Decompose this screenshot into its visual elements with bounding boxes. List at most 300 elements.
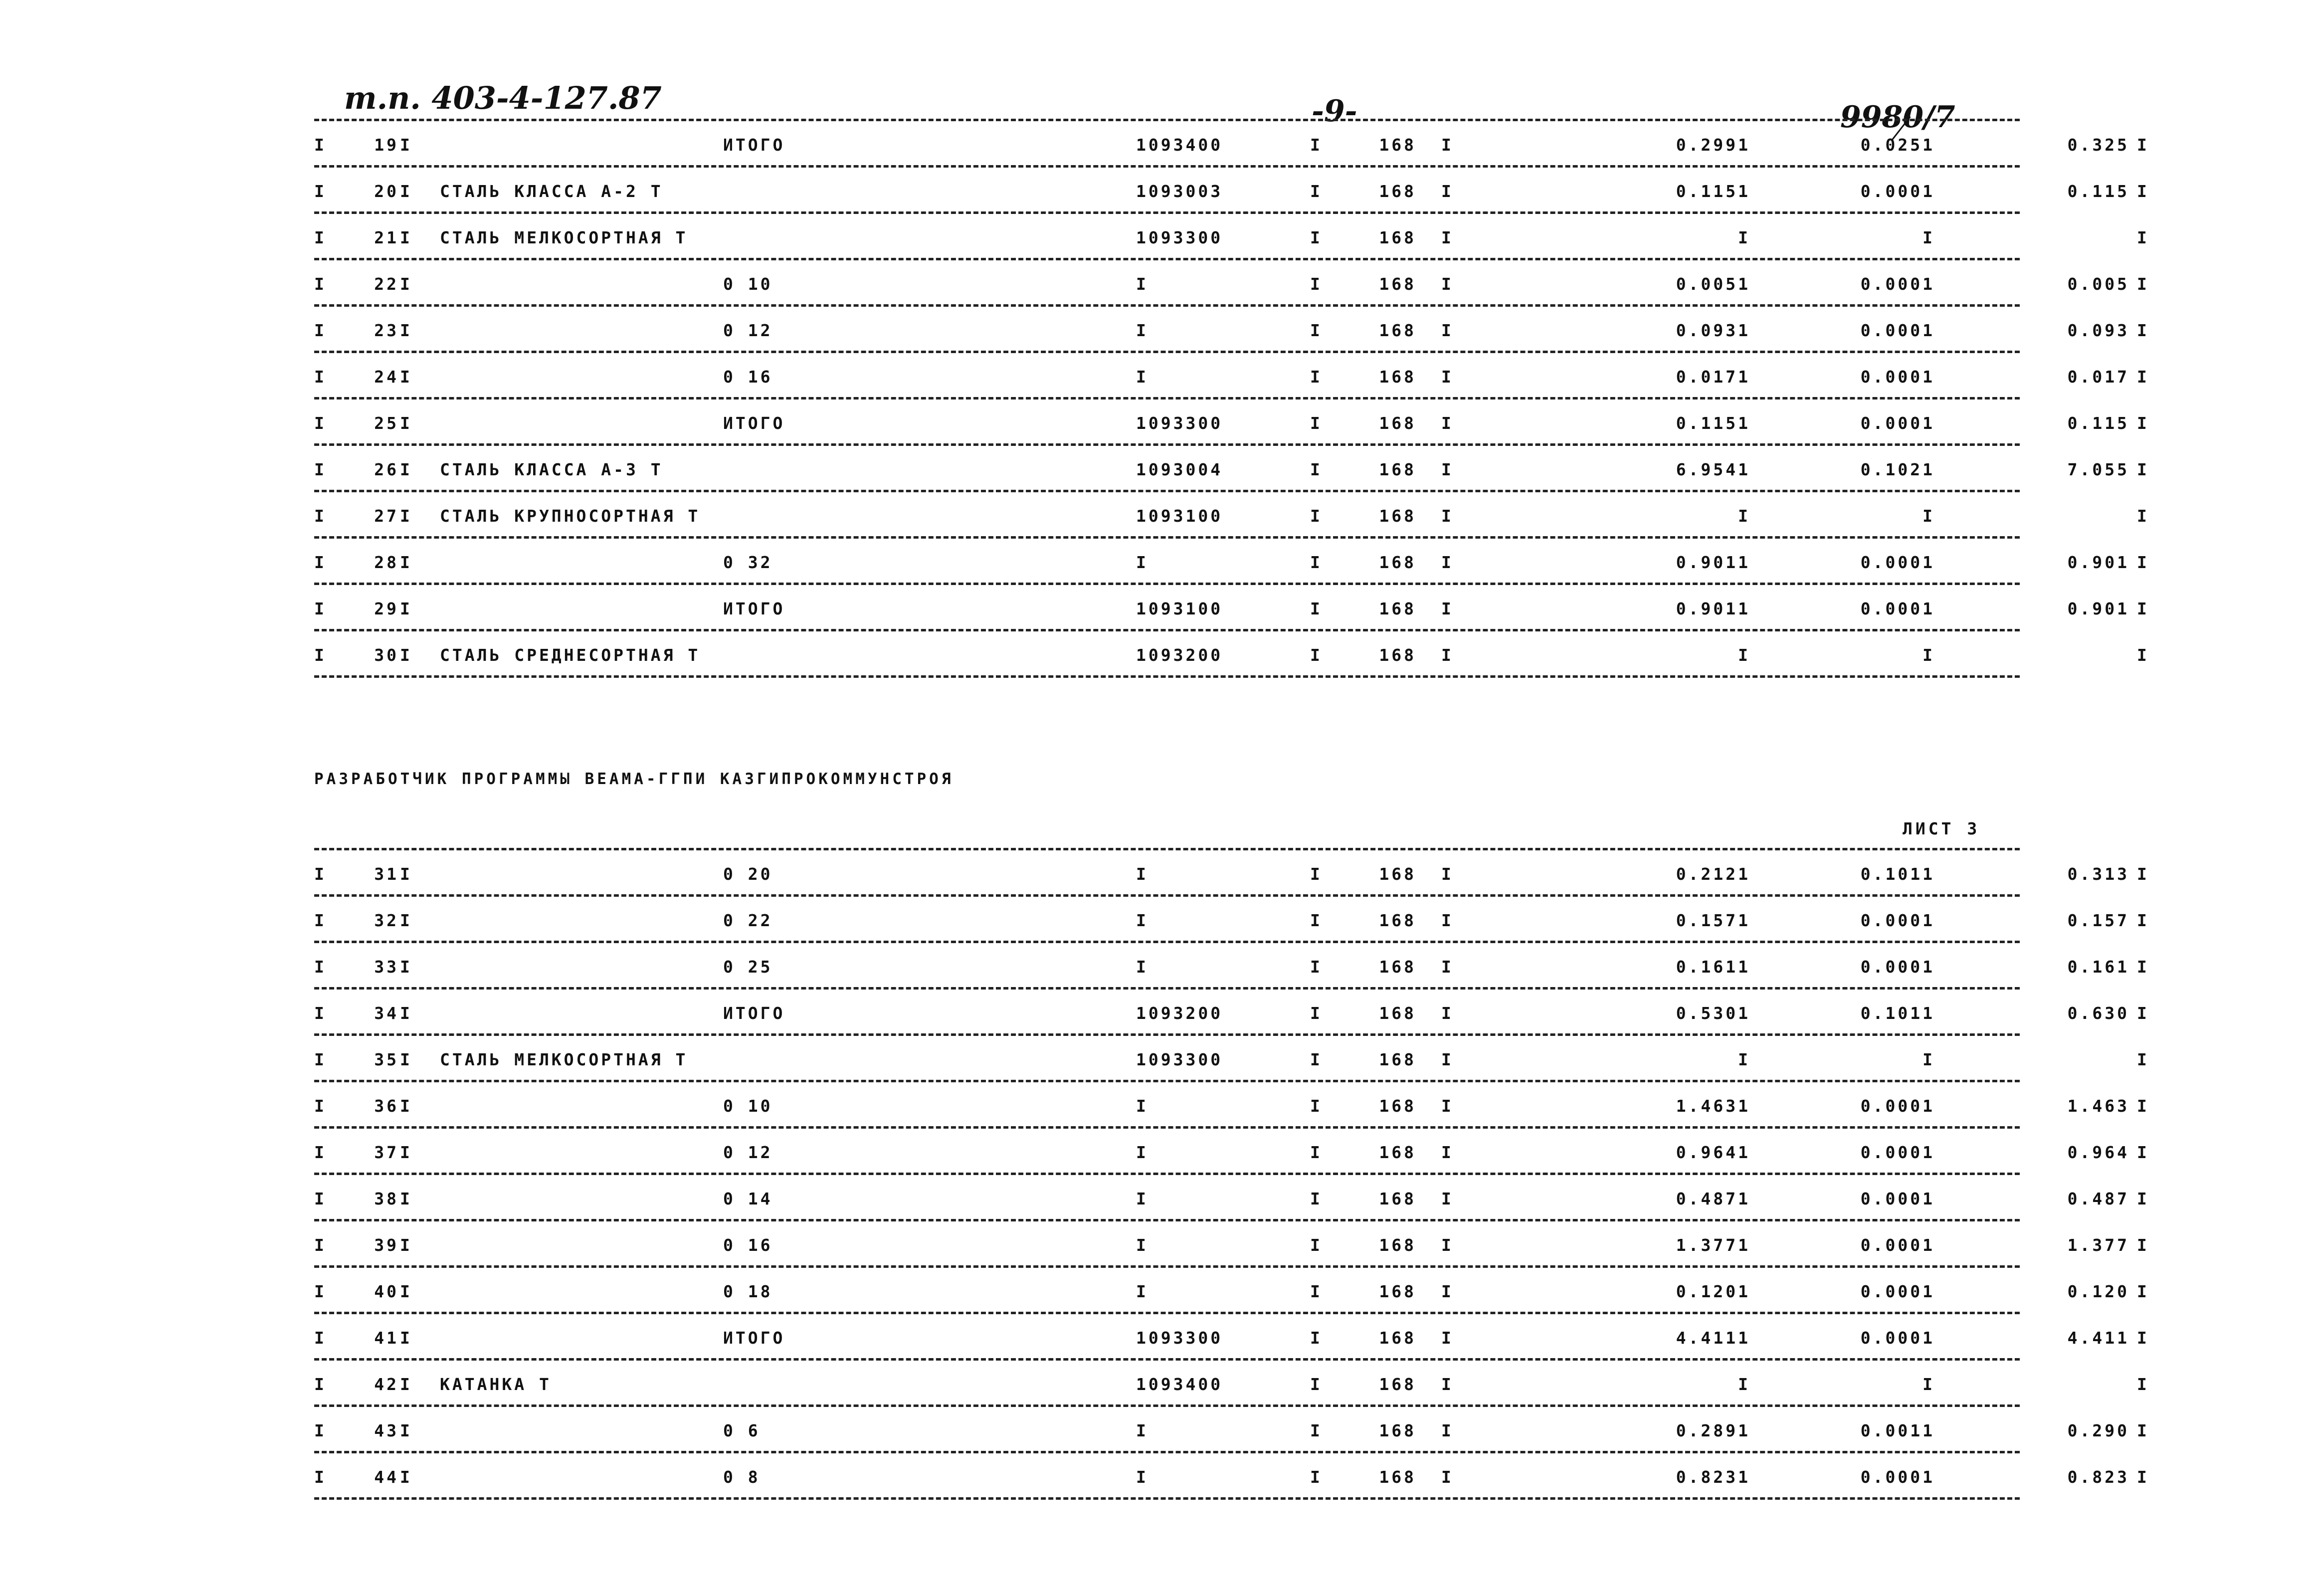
- value-total: 0.901: [2067, 599, 2129, 618]
- unit-code: 168: [1379, 1189, 1416, 1208]
- material-code: I: [1136, 367, 1149, 387]
- value-2: I: [1922, 506, 1935, 526]
- column-separator: I: [1441, 1282, 1454, 1301]
- value-1: 0.2121: [1676, 864, 1750, 884]
- unit-code: 168: [1379, 413, 1416, 433]
- column-separator: I: [1310, 460, 1323, 479]
- column-separator: I: [400, 460, 412, 479]
- column-separator: I: [2137, 1189, 2149, 1208]
- column-separator: I: [314, 460, 327, 479]
- column-separator: I: [1441, 1421, 1454, 1440]
- row-number: 29: [374, 599, 399, 618]
- value-1: 0.1201: [1676, 1282, 1750, 1301]
- column-separator: I: [2137, 1375, 2149, 1394]
- material-code: 1093200: [1136, 1003, 1223, 1023]
- column-separator: I: [2137, 1467, 2149, 1487]
- table-row: [314, 897, 2149, 941]
- column-separator: I: [1441, 135, 1454, 155]
- value-1: I: [1738, 228, 1750, 247]
- item-size: ИТОГО: [723, 135, 785, 155]
- unit-code: 168: [1379, 1096, 1416, 1116]
- handwritten-page-mark: -9-: [1312, 94, 1357, 129]
- column-separator: I: [314, 228, 327, 247]
- unit-code: 168: [1379, 911, 1416, 930]
- value-2: 0.0001: [1860, 911, 1935, 930]
- material-code: 1093100: [1136, 506, 1223, 526]
- material-name: СТАЛЬ МЕЛКОСОРТНАЯ Т: [440, 1050, 688, 1069]
- dashed-rule: [314, 1497, 2020, 1500]
- value-1: I: [1738, 1375, 1750, 1394]
- table-row: [314, 631, 2149, 675]
- material-name: СТАЛЬ СРЕДНЕСОРТНАЯ Т: [440, 645, 701, 665]
- row-number: 40: [374, 1282, 399, 1301]
- value-2: 0.0001: [1860, 274, 1935, 294]
- column-separator: I: [400, 367, 412, 387]
- item-size: 0 16: [723, 367, 773, 387]
- value-2: 0.0001: [1860, 1328, 1935, 1348]
- value-2: 0.0001: [1860, 1235, 1935, 1255]
- column-separator: I: [314, 599, 327, 618]
- value-total: 1.463: [2067, 1096, 2129, 1116]
- table-row: [314, 850, 2149, 894]
- unit-code: 168: [1379, 1235, 1416, 1255]
- value-2: I: [1922, 1050, 1935, 1069]
- item-size: 0 12: [723, 321, 773, 340]
- row-number: 43: [374, 1421, 399, 1440]
- column-separator: I: [2137, 182, 2149, 201]
- column-separator: I: [314, 1003, 327, 1023]
- value-total: 0.823: [2067, 1467, 2129, 1487]
- table-row: [314, 353, 2149, 397]
- row-number: 23: [374, 321, 399, 340]
- item-size: 0 14: [723, 1189, 773, 1208]
- table-row: [314, 1268, 2149, 1312]
- column-separator: I: [314, 367, 327, 387]
- value-1: 0.5301: [1676, 1003, 1750, 1023]
- column-separator: I: [314, 1328, 327, 1348]
- unit-code: 168: [1379, 1003, 1416, 1023]
- column-separator: I: [400, 1143, 412, 1162]
- value-2: 0.1011: [1860, 1003, 1935, 1023]
- row-number: 42: [374, 1375, 399, 1394]
- value-2: 0.0001: [1860, 553, 1935, 572]
- material-code: I: [1136, 911, 1149, 930]
- column-separator: I: [314, 911, 327, 930]
- column-separator: I: [1310, 1003, 1323, 1023]
- material-code: I: [1136, 553, 1149, 572]
- table-row: [314, 1036, 2149, 1080]
- column-separator: I: [2137, 957, 2149, 977]
- row-number: 26: [374, 460, 399, 479]
- column-separator: I: [314, 1235, 327, 1255]
- column-separator: I: [314, 135, 327, 155]
- column-separator: I: [400, 413, 412, 433]
- column-separator: I: [400, 1467, 412, 1487]
- column-separator: I: [400, 911, 412, 930]
- column-separator: I: [1441, 553, 1454, 572]
- material-code: I: [1136, 957, 1149, 977]
- value-total: 0.313: [2067, 864, 2129, 884]
- item-size: ИТОГО: [723, 1003, 785, 1023]
- column-separator: I: [1310, 1235, 1323, 1255]
- value-total: 0.161: [2067, 957, 2129, 977]
- value-1: 0.1611: [1676, 957, 1750, 977]
- column-separator: I: [1441, 1143, 1454, 1162]
- column-separator: I: [1310, 1143, 1323, 1162]
- column-separator: I: [400, 553, 412, 572]
- column-separator: I: [400, 1282, 412, 1301]
- table-row: [314, 446, 2149, 490]
- unit-code: 168: [1379, 864, 1416, 884]
- value-1: 0.4871: [1676, 1189, 1750, 1208]
- value-2: 0.0011: [1860, 1421, 1935, 1440]
- row-number: 41: [374, 1328, 399, 1348]
- column-separator: I: [1310, 1050, 1323, 1069]
- column-separator: I: [1441, 460, 1454, 479]
- value-2: 0.0001: [1860, 413, 1935, 433]
- value-total: 0.157: [2067, 911, 2129, 930]
- column-separator: I: [400, 135, 412, 155]
- item-size: 0 20: [723, 864, 773, 884]
- value-1: 0.1571: [1676, 911, 1750, 930]
- material-code: 1093004: [1136, 460, 1223, 479]
- value-2: 0.0001: [1860, 599, 1935, 618]
- unit-code: 168: [1379, 645, 1416, 665]
- value-1: 0.0051: [1676, 274, 1750, 294]
- column-separator: I: [314, 1467, 327, 1487]
- value-2: I: [1922, 645, 1935, 665]
- developer-line: РАЗРАБОТЧИК ПРОГРАММЫ ВЕАМА-ГГПИ КАЗГИПРОКОММУНСТРОЯ: [314, 770, 954, 788]
- unit-code: 168: [1379, 367, 1416, 387]
- column-separator: I: [2137, 135, 2149, 155]
- column-separator: I: [1310, 911, 1323, 930]
- column-separator: I: [1310, 1189, 1323, 1208]
- column-separator: I: [1310, 506, 1323, 526]
- table-row: [314, 1082, 2149, 1126]
- table-row: [314, 1175, 2149, 1219]
- item-size: 0 6: [723, 1421, 761, 1440]
- column-separator: I: [314, 506, 327, 526]
- row-number: 37: [374, 1143, 399, 1162]
- unit-code: 168: [1379, 506, 1416, 526]
- value-total: 0.005: [2067, 274, 2129, 294]
- column-separator: I: [1441, 1235, 1454, 1255]
- value-1: 1.3771: [1676, 1235, 1750, 1255]
- value-1: 1.4631: [1676, 1096, 1750, 1116]
- table-row: [314, 260, 2149, 304]
- item-size: 0 10: [723, 274, 773, 294]
- value-total: 0.630: [2067, 1003, 2129, 1023]
- column-separator: I: [2137, 460, 2149, 479]
- column-separator: I: [400, 1421, 412, 1440]
- unit-code: 168: [1379, 553, 1416, 572]
- row-number: 30: [374, 645, 399, 665]
- value-total: 4.411: [2067, 1328, 2129, 1348]
- column-separator: I: [2137, 274, 2149, 294]
- material-code: 1093100: [1136, 599, 1223, 618]
- row-number: 32: [374, 911, 399, 930]
- column-separator: I: [1310, 367, 1323, 387]
- value-1: I: [1738, 506, 1750, 526]
- column-separator: I: [1310, 1375, 1323, 1394]
- value-2: 0.0001: [1860, 1282, 1935, 1301]
- column-separator: I: [1310, 1421, 1323, 1440]
- column-separator: I: [1441, 321, 1454, 340]
- table-row: [314, 1407, 2149, 1451]
- unit-code: 168: [1379, 460, 1416, 479]
- dashed-rule: [314, 675, 2020, 678]
- value-2: 0.0001: [1860, 1467, 1935, 1487]
- column-separator: I: [2137, 506, 2149, 526]
- column-separator: I: [1441, 1328, 1454, 1348]
- unit-code: 168: [1379, 1328, 1416, 1348]
- value-1: 0.9011: [1676, 599, 1750, 618]
- item-size: ИТОГО: [723, 1328, 785, 1348]
- value-1: 0.1151: [1676, 182, 1750, 201]
- column-separator: I: [314, 645, 327, 665]
- material-code: 1093400: [1136, 135, 1223, 155]
- row-number: 22: [374, 274, 399, 294]
- column-separator: I: [2137, 599, 2149, 618]
- row-number: 21: [374, 228, 399, 247]
- column-separator: I: [1310, 1328, 1323, 1348]
- table-row: [314, 1314, 2149, 1358]
- column-separator: I: [1441, 864, 1454, 884]
- material-code: 1093200: [1136, 645, 1223, 665]
- value-1: 0.2991: [1676, 135, 1750, 155]
- column-separator: I: [1310, 645, 1323, 665]
- material-code: I: [1136, 1467, 1149, 1487]
- column-separator: I: [1441, 1189, 1454, 1208]
- column-separator: I: [1441, 228, 1454, 247]
- unit-code: 168: [1379, 135, 1416, 155]
- column-separator: I: [400, 321, 412, 340]
- row-number: 25: [374, 413, 399, 433]
- column-separator: I: [314, 1189, 327, 1208]
- column-separator: I: [2137, 1096, 2149, 1116]
- unit-code: 168: [1379, 228, 1416, 247]
- unit-code: 168: [1379, 1143, 1416, 1162]
- column-separator: I: [1310, 1096, 1323, 1116]
- value-2: 0.0251: [1860, 135, 1935, 155]
- printout-table-bottom: [314, 848, 2149, 1500]
- value-2: I: [1922, 1375, 1935, 1394]
- column-separator: I: [2137, 553, 2149, 572]
- column-separator: I: [400, 957, 412, 977]
- item-size: ИТОГО: [723, 413, 785, 433]
- column-separator: I: [1310, 413, 1323, 433]
- column-separator: I: [314, 182, 327, 201]
- value-1: 0.0931: [1676, 321, 1750, 340]
- column-separator: I: [314, 1050, 327, 1069]
- column-separator: I: [400, 1096, 412, 1116]
- material-name: СТАЛЬ КРУПНОСОРТНАЯ Т: [440, 506, 701, 526]
- column-separator: I: [2137, 911, 2149, 930]
- table-row: [314, 1453, 2149, 1497]
- printout-table-top: [314, 119, 2149, 678]
- table-row: [314, 1221, 2149, 1265]
- unit-code: 168: [1379, 957, 1416, 977]
- column-separator: I: [1310, 1467, 1323, 1487]
- value-2: 0.0001: [1860, 1096, 1935, 1116]
- column-separator: I: [400, 228, 412, 247]
- unit-code: 168: [1379, 1467, 1416, 1487]
- table-row: [314, 399, 2149, 443]
- value-total: 0.487: [2067, 1189, 2129, 1208]
- value-2: 0.0001: [1860, 321, 1935, 340]
- column-separator: I: [314, 413, 327, 433]
- value-2: 0.1021: [1860, 460, 1935, 479]
- value-2: 0.0001: [1860, 182, 1935, 201]
- table-row: [314, 1361, 2149, 1404]
- material-code: 1093300: [1136, 1328, 1223, 1348]
- item-size: 0 10: [723, 1096, 773, 1116]
- column-separator: I: [1441, 957, 1454, 977]
- column-separator: I: [400, 274, 412, 294]
- row-number: 31: [374, 864, 399, 884]
- column-separator: I: [2137, 645, 2149, 665]
- unit-code: 168: [1379, 599, 1416, 618]
- column-separator: I: [1310, 228, 1323, 247]
- column-separator: I: [1441, 1467, 1454, 1487]
- material-name: СТАЛЬ КЛАССА А-3 Т: [440, 460, 663, 479]
- column-separator: I: [1441, 911, 1454, 930]
- row-number: 24: [374, 367, 399, 387]
- column-separator: I: [1310, 182, 1323, 201]
- value-total: 7.055: [2067, 460, 2129, 479]
- value-2: 0.1011: [1860, 864, 1935, 884]
- column-separator: I: [2137, 864, 2149, 884]
- table-row: [314, 214, 2149, 258]
- column-separator: I: [1441, 274, 1454, 294]
- column-separator: I: [1310, 274, 1323, 294]
- row-number: 27: [374, 506, 399, 526]
- handwritten-archive-number: 9980/7: [1840, 100, 1955, 135]
- column-separator: I: [1441, 1050, 1454, 1069]
- item-size: 0 25: [723, 957, 773, 977]
- material-code: 1093003: [1136, 182, 1223, 201]
- row-number: 44: [374, 1467, 399, 1487]
- item-size: 0 22: [723, 911, 773, 930]
- column-separator: I: [2137, 321, 2149, 340]
- material-code: I: [1136, 864, 1149, 884]
- column-separator: I: [1310, 553, 1323, 572]
- column-separator: I: [2137, 1421, 2149, 1440]
- value-1: 0.0171: [1676, 367, 1750, 387]
- material-name: СТАЛЬ МЕЛКОСОРТНАЯ Т: [440, 228, 688, 247]
- item-size: 0 18: [723, 1282, 773, 1301]
- value-total: 1.377: [2067, 1235, 2129, 1255]
- value-2: 0.0001: [1860, 957, 1935, 977]
- value-2: 0.0001: [1860, 1189, 1935, 1208]
- column-separator: I: [1441, 182, 1454, 201]
- material-name: СТАЛЬ КЛАССА А-2 Т: [440, 182, 663, 201]
- material-code: 1093300: [1136, 228, 1223, 247]
- value-1: 0.9641: [1676, 1143, 1750, 1162]
- value-2: 0.0001: [1860, 367, 1935, 387]
- column-separator: I: [2137, 367, 2149, 387]
- item-size: ИТОГО: [723, 599, 785, 618]
- column-separator: I: [2137, 228, 2149, 247]
- column-separator: I: [400, 1050, 412, 1069]
- row-number: 35: [374, 1050, 399, 1069]
- table-row: [314, 990, 2149, 1033]
- column-separator: I: [400, 645, 412, 665]
- value-total: 0.325: [2067, 135, 2129, 155]
- material-code: I: [1136, 274, 1149, 294]
- column-separator: I: [314, 274, 327, 294]
- material-code: I: [1136, 1282, 1149, 1301]
- table-row: [314, 307, 2149, 351]
- row-number: 33: [374, 957, 399, 977]
- column-separator: I: [400, 1328, 412, 1348]
- table-row: [314, 585, 2149, 629]
- column-separator: I: [1310, 864, 1323, 884]
- column-separator: I: [314, 553, 327, 572]
- value-1: 6.9541: [1676, 460, 1750, 479]
- column-separator: I: [1310, 599, 1323, 618]
- column-separator: I: [400, 1189, 412, 1208]
- table-row: [314, 1129, 2149, 1173]
- unit-code: 168: [1379, 321, 1416, 340]
- column-separator: I: [2137, 1328, 2149, 1348]
- column-separator: I: [314, 1143, 327, 1162]
- column-separator: I: [2137, 1143, 2149, 1162]
- row-number: 20: [374, 182, 399, 201]
- column-separator: I: [2137, 1050, 2149, 1069]
- material-code: I: [1136, 1096, 1149, 1116]
- row-number: 34: [374, 1003, 399, 1023]
- column-separator: I: [2137, 1235, 2149, 1255]
- value-1: 0.8231: [1676, 1467, 1750, 1487]
- row-number: 38: [374, 1189, 399, 1208]
- value-total: 0.115: [2067, 413, 2129, 433]
- item-size: 0 16: [723, 1235, 773, 1255]
- value-total: 0.115: [2067, 182, 2129, 201]
- value-1: I: [1738, 1050, 1750, 1069]
- value-total: 0.093: [2067, 321, 2129, 340]
- table-row: [314, 539, 2149, 583]
- column-separator: I: [400, 599, 412, 618]
- value-total: 0.120: [2067, 1282, 2129, 1301]
- column-separator: I: [400, 1235, 412, 1255]
- column-separator: I: [2137, 1282, 2149, 1301]
- column-separator: I: [1441, 506, 1454, 526]
- value-2: I: [1922, 228, 1935, 247]
- column-separator: I: [314, 957, 327, 977]
- value-2: 0.0001: [1860, 1143, 1935, 1162]
- column-separator: I: [1441, 645, 1454, 665]
- value-1: 0.2891: [1676, 1421, 1750, 1440]
- column-separator: I: [314, 1282, 327, 1301]
- material-code: I: [1136, 1235, 1149, 1255]
- column-separator: I: [1310, 135, 1323, 155]
- column-separator: I: [400, 506, 412, 526]
- item-size: 0 12: [723, 1143, 773, 1162]
- value-total: 0.901: [2067, 553, 2129, 572]
- column-separator: I: [1310, 321, 1323, 340]
- material-code: I: [1136, 321, 1149, 340]
- column-separator: I: [314, 1375, 327, 1394]
- column-separator: I: [1441, 413, 1454, 433]
- column-separator: I: [1441, 599, 1454, 618]
- row-number: 19: [374, 135, 399, 155]
- column-separator: I: [1310, 957, 1323, 977]
- column-separator: I: [400, 864, 412, 884]
- material-code: 1093300: [1136, 413, 1223, 433]
- material-code: 1093300: [1136, 1050, 1223, 1069]
- value-total: 0.017: [2067, 367, 2129, 387]
